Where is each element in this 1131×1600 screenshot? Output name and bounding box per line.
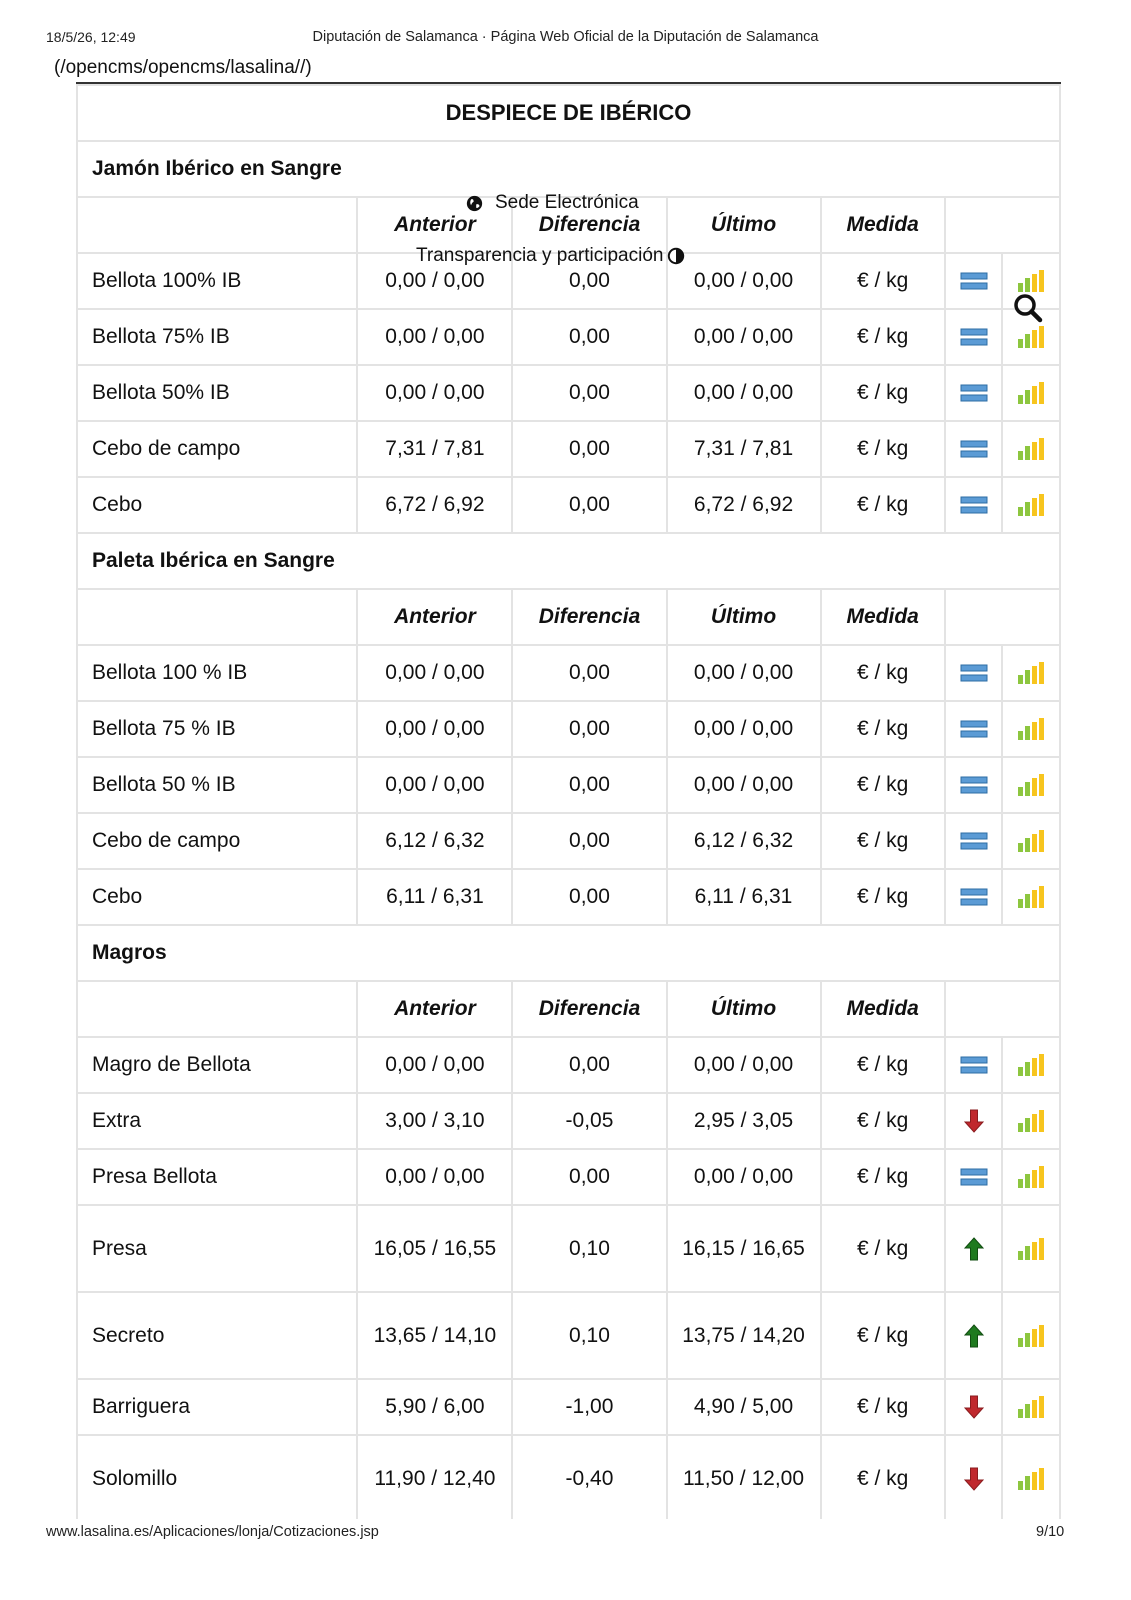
medida-value: € / kg xyxy=(821,309,945,365)
product-name: Bellota 75 % IB xyxy=(77,701,357,757)
bar-chart-icon[interactable] xyxy=(1003,1109,1059,1133)
sede-electronica-link[interactable] xyxy=(466,192,639,214)
table-row xyxy=(77,365,1060,421)
section-title-row xyxy=(77,533,1060,589)
diferencia-value: 0,00 xyxy=(512,421,666,477)
medida-value: € / kg xyxy=(821,813,945,869)
anterior-value: 0,00 / 0,00 xyxy=(357,645,512,701)
bar-chart-icon[interactable] xyxy=(1003,437,1059,461)
chart-cell xyxy=(1002,365,1060,421)
column-header: Último xyxy=(667,981,821,1037)
table-row xyxy=(77,1093,1060,1149)
bar-chart-icon[interactable] xyxy=(1003,381,1059,405)
home-link[interactable]: (/opencms/opencms/lasalina//) xyxy=(54,57,312,78)
ultimo-value: 7,31 / 7,81 xyxy=(667,421,821,477)
ultimo-value: 13,75 / 14,20 xyxy=(667,1292,821,1379)
search-icon[interactable] xyxy=(1012,292,1044,324)
ultimo-value: 6,72 / 6,92 xyxy=(667,477,821,533)
trend-cell xyxy=(945,1149,1003,1205)
column-header: Medida xyxy=(821,589,945,645)
ultimo-value: 0,00 / 0,00 xyxy=(667,701,821,757)
bar-chart-icon[interactable] xyxy=(1003,829,1059,853)
trend-cell xyxy=(945,1037,1003,1093)
equal-trend-icon xyxy=(946,1055,1002,1075)
diferencia-value: 0,00 xyxy=(512,1149,666,1205)
bar-chart-icon[interactable] xyxy=(1003,269,1059,293)
diferencia-value: 0,10 xyxy=(512,1292,666,1379)
transparencia-link[interactable] xyxy=(416,245,685,267)
ultimo-value: 11,50 / 12,00 xyxy=(667,1435,821,1519)
anterior-value: 0,00 / 0,00 xyxy=(357,253,512,309)
arrow-up-icon xyxy=(946,1324,1002,1348)
diferencia-value: 0,00 xyxy=(512,645,666,701)
anterior-value: 13,65 / 14,10 xyxy=(357,1292,512,1379)
equal-trend-icon xyxy=(946,327,1002,347)
print-page-title: Diputación de Salamanca · Página Web Oficial de la Diputación de Salamanca xyxy=(312,29,819,45)
column-header-empty xyxy=(77,589,357,645)
diferencia-value: 0,00 xyxy=(512,1037,666,1093)
anterior-value: 0,00 / 0,00 xyxy=(357,365,512,421)
chart-cell xyxy=(1002,813,1060,869)
product-name: Cebo de campo xyxy=(77,421,357,477)
section-title: Jamón Ibérico en Sangre xyxy=(77,141,1060,197)
diferencia-value: -0,05 xyxy=(512,1093,666,1149)
anterior-value: 0,00 / 0,00 xyxy=(357,1037,512,1093)
product-name: Cebo de campo xyxy=(77,813,357,869)
diferencia-value: -1,00 xyxy=(512,1379,666,1435)
print-footer-url: www.lasalina.es/Aplicaciones/lonja/Cotizaciones.jsp xyxy=(46,1524,379,1540)
table-row xyxy=(77,757,1060,813)
diferencia-value: 0,00 xyxy=(512,757,666,813)
column-header: Diferencia xyxy=(512,589,666,645)
trend-cell xyxy=(945,365,1003,421)
equal-trend-icon xyxy=(946,831,1002,851)
equal-trend-icon xyxy=(946,775,1002,795)
column-header: Último xyxy=(667,589,821,645)
bar-chart-icon[interactable] xyxy=(1003,1324,1059,1348)
equal-trend-icon xyxy=(946,887,1002,907)
medida-value: € / kg xyxy=(821,421,945,477)
anterior-value: 16,05 / 16,55 xyxy=(357,1205,512,1292)
anterior-value: 5,90 / 6,00 xyxy=(357,1379,512,1435)
bar-chart-icon[interactable] xyxy=(1003,885,1059,909)
column-header: Medida xyxy=(821,197,945,253)
product-name: Cebo xyxy=(77,477,357,533)
bar-chart-icon[interactable] xyxy=(1003,1395,1059,1419)
arrow-down-icon xyxy=(946,1109,1002,1133)
diferencia-value: 0,00 xyxy=(512,477,666,533)
trend-cell xyxy=(945,309,1003,365)
table-row xyxy=(77,813,1060,869)
table-row xyxy=(77,477,1060,533)
column-header-row xyxy=(77,589,1060,645)
chart-cell xyxy=(1002,477,1060,533)
product-name: Magro de Bellota xyxy=(77,1037,357,1093)
medida-value: € / kg xyxy=(821,1093,945,1149)
column-header: Anterior xyxy=(357,981,512,1037)
equal-trend-icon xyxy=(946,383,1002,403)
medida-value: € / kg xyxy=(821,1292,945,1379)
diferencia-value: 0,00 xyxy=(512,869,666,925)
trend-cell xyxy=(945,477,1003,533)
bar-chart-icon[interactable] xyxy=(1003,493,1059,517)
contrast-icon[interactable] xyxy=(667,247,685,265)
product-name: Extra xyxy=(77,1093,357,1149)
arrow-down-icon xyxy=(946,1467,1002,1491)
medida-value: € / kg xyxy=(821,477,945,533)
table-row xyxy=(77,1435,1060,1519)
chart-cell xyxy=(1002,1037,1060,1093)
table-row xyxy=(77,1379,1060,1435)
ultimo-value: 0,00 / 0,00 xyxy=(667,365,821,421)
globe-icon xyxy=(466,195,483,212)
trend-cell xyxy=(945,1205,1003,1292)
column-header-icons xyxy=(945,589,1060,645)
ultimo-value: 0,00 / 0,00 xyxy=(667,757,821,813)
product-name: Solomillo xyxy=(77,1435,357,1519)
chart-cell xyxy=(1002,701,1060,757)
section-title: Paleta Ibérica en Sangre xyxy=(77,533,1060,589)
trend-cell xyxy=(945,1093,1003,1149)
product-name: Bellota 100% IB xyxy=(77,253,357,309)
equal-trend-icon xyxy=(946,271,1002,291)
section-title: Magros xyxy=(77,925,1060,981)
medida-value: € / kg xyxy=(821,645,945,701)
column-header: Diferencia xyxy=(512,197,666,253)
trend-cell xyxy=(945,421,1003,477)
section-title-row xyxy=(77,141,1060,197)
column-header-row xyxy=(77,981,1060,1037)
bar-chart-icon[interactable] xyxy=(1003,1053,1059,1077)
print-datetime: 18/5/26, 12:49 xyxy=(46,29,136,45)
diferencia-value: 0,00 xyxy=(512,253,666,309)
product-name: Cebo xyxy=(77,869,357,925)
trend-cell xyxy=(945,813,1003,869)
table-title: DESPIECE DE IBÉRICO xyxy=(77,85,1060,141)
table-title-row xyxy=(77,85,1060,141)
column-header: Medida xyxy=(821,981,945,1037)
anterior-value: 0,00 / 0,00 xyxy=(357,1149,512,1205)
column-header-icons xyxy=(945,197,1060,253)
table-row xyxy=(77,869,1060,925)
table-row xyxy=(77,1149,1060,1205)
table-row xyxy=(77,309,1060,365)
trend-cell xyxy=(945,1435,1003,1519)
chart-cell xyxy=(1002,1435,1060,1519)
chart-cell xyxy=(1002,869,1060,925)
medida-value: € / kg xyxy=(821,869,945,925)
trend-cell xyxy=(945,869,1003,925)
anterior-value: 0,00 / 0,00 xyxy=(357,309,512,365)
medida-value: € / kg xyxy=(821,253,945,309)
diferencia-value: 0,00 xyxy=(512,365,666,421)
column-header: Último xyxy=(667,197,821,253)
product-name: Bellota 100 % IB xyxy=(77,645,357,701)
arrow-down-icon xyxy=(946,1395,1002,1419)
medida-value: € / kg xyxy=(821,757,945,813)
bar-chart-icon[interactable] xyxy=(1003,661,1059,685)
column-header: Diferencia xyxy=(512,981,666,1037)
medida-value: € / kg xyxy=(821,1435,945,1519)
diferencia-value: 0,10 xyxy=(512,1205,666,1292)
ultimo-value: 0,00 / 0,00 xyxy=(667,309,821,365)
anterior-value: 11,90 / 12,40 xyxy=(357,1435,512,1519)
arrow-up-icon xyxy=(946,1237,1002,1261)
anterior-value: 6,12 / 6,32 xyxy=(357,813,512,869)
table-row xyxy=(77,1037,1060,1093)
trend-cell xyxy=(945,1292,1003,1379)
product-name: Barriguera xyxy=(77,1379,357,1435)
chart-cell xyxy=(1002,1292,1060,1379)
trend-cell xyxy=(945,757,1003,813)
medida-value: € / kg xyxy=(821,1205,945,1292)
print-page-number: 9/10 xyxy=(1036,1524,1065,1540)
chart-cell xyxy=(1002,645,1060,701)
bar-chart-icon[interactable] xyxy=(1003,717,1059,741)
table-row xyxy=(77,1292,1060,1379)
table-row xyxy=(77,1205,1060,1292)
table-row xyxy=(77,701,1060,757)
ultimo-value: 6,11 / 6,31 xyxy=(667,869,821,925)
ultimo-value: 2,95 / 3,05 xyxy=(667,1093,821,1149)
ultimo-value: 0,00 / 0,00 xyxy=(667,1149,821,1205)
medida-value: € / kg xyxy=(821,1037,945,1093)
column-header: Anterior xyxy=(357,197,512,253)
bar-chart-icon[interactable] xyxy=(1003,1237,1059,1261)
section-title-row xyxy=(77,925,1060,981)
chart-cell xyxy=(1002,1093,1060,1149)
product-name: Bellota 50% IB xyxy=(77,365,357,421)
product-name: Bellota 75% IB xyxy=(77,309,357,365)
diferencia-value: -0,40 xyxy=(512,1435,666,1519)
equal-trend-icon xyxy=(946,1167,1002,1187)
trend-cell xyxy=(945,701,1003,757)
anterior-value: 6,72 / 6,92 xyxy=(357,477,512,533)
table-row xyxy=(77,421,1060,477)
chart-cell xyxy=(1002,1149,1060,1205)
equal-trend-icon xyxy=(946,439,1002,459)
anterior-value: 0,00 / 0,00 xyxy=(357,701,512,757)
medida-value: € / kg xyxy=(821,1379,945,1435)
anterior-value: 3,00 / 3,10 xyxy=(357,1093,512,1149)
column-header: Anterior xyxy=(357,589,512,645)
anterior-value: 6,11 / 6,31 xyxy=(357,869,512,925)
trend-cell xyxy=(945,645,1003,701)
sede-electronica-label: Sede Electrónica xyxy=(495,192,639,213)
ultimo-value: 0,00 / 0,00 xyxy=(667,645,821,701)
product-name: Presa xyxy=(77,1205,357,1292)
prices-table-container xyxy=(76,84,1061,1519)
bar-chart-icon[interactable] xyxy=(1003,1165,1059,1189)
bar-chart-icon[interactable] xyxy=(1003,773,1059,797)
diferencia-value: 0,00 xyxy=(512,701,666,757)
chart-cell xyxy=(1002,421,1060,477)
anterior-value: 7,31 / 7,81 xyxy=(357,421,512,477)
trend-cell xyxy=(945,253,1003,309)
product-name: Presa Bellota xyxy=(77,1149,357,1205)
product-name: Bellota 50 % IB xyxy=(77,757,357,813)
anterior-value: 0,00 / 0,00 xyxy=(357,757,512,813)
equal-trend-icon xyxy=(946,495,1002,515)
chart-cell xyxy=(1002,1379,1060,1435)
medida-value: € / kg xyxy=(821,701,945,757)
chart-cell xyxy=(1002,1205,1060,1292)
diferencia-value: 0,00 xyxy=(512,309,666,365)
ultimo-value: 0,00 / 0,00 xyxy=(667,253,821,309)
ultimo-value: 16,15 / 16,65 xyxy=(667,1205,821,1292)
ultimo-value: 0,00 / 0,00 xyxy=(667,1037,821,1093)
bar-chart-icon[interactable] xyxy=(1003,1467,1059,1491)
chart-cell xyxy=(1002,757,1060,813)
transparencia-label: Transparencia y participación xyxy=(416,245,664,266)
column-header-empty xyxy=(77,197,357,253)
trend-cell xyxy=(945,1379,1003,1435)
ultimo-value: 6,12 / 6,32 xyxy=(667,813,821,869)
equal-trend-icon xyxy=(946,663,1002,683)
column-header-empty xyxy=(77,981,357,1037)
equal-trend-icon xyxy=(946,719,1002,739)
column-header-icons xyxy=(945,981,1060,1037)
ultimo-value: 4,90 / 5,00 xyxy=(667,1379,821,1435)
diferencia-value: 0,00 xyxy=(512,813,666,869)
product-name: Secreto xyxy=(77,1292,357,1379)
medida-value: € / kg xyxy=(821,1149,945,1205)
bar-chart-icon[interactable] xyxy=(1003,325,1059,349)
prices-table xyxy=(76,84,1061,1519)
table-row xyxy=(77,645,1060,701)
medida-value: € / kg xyxy=(821,365,945,421)
